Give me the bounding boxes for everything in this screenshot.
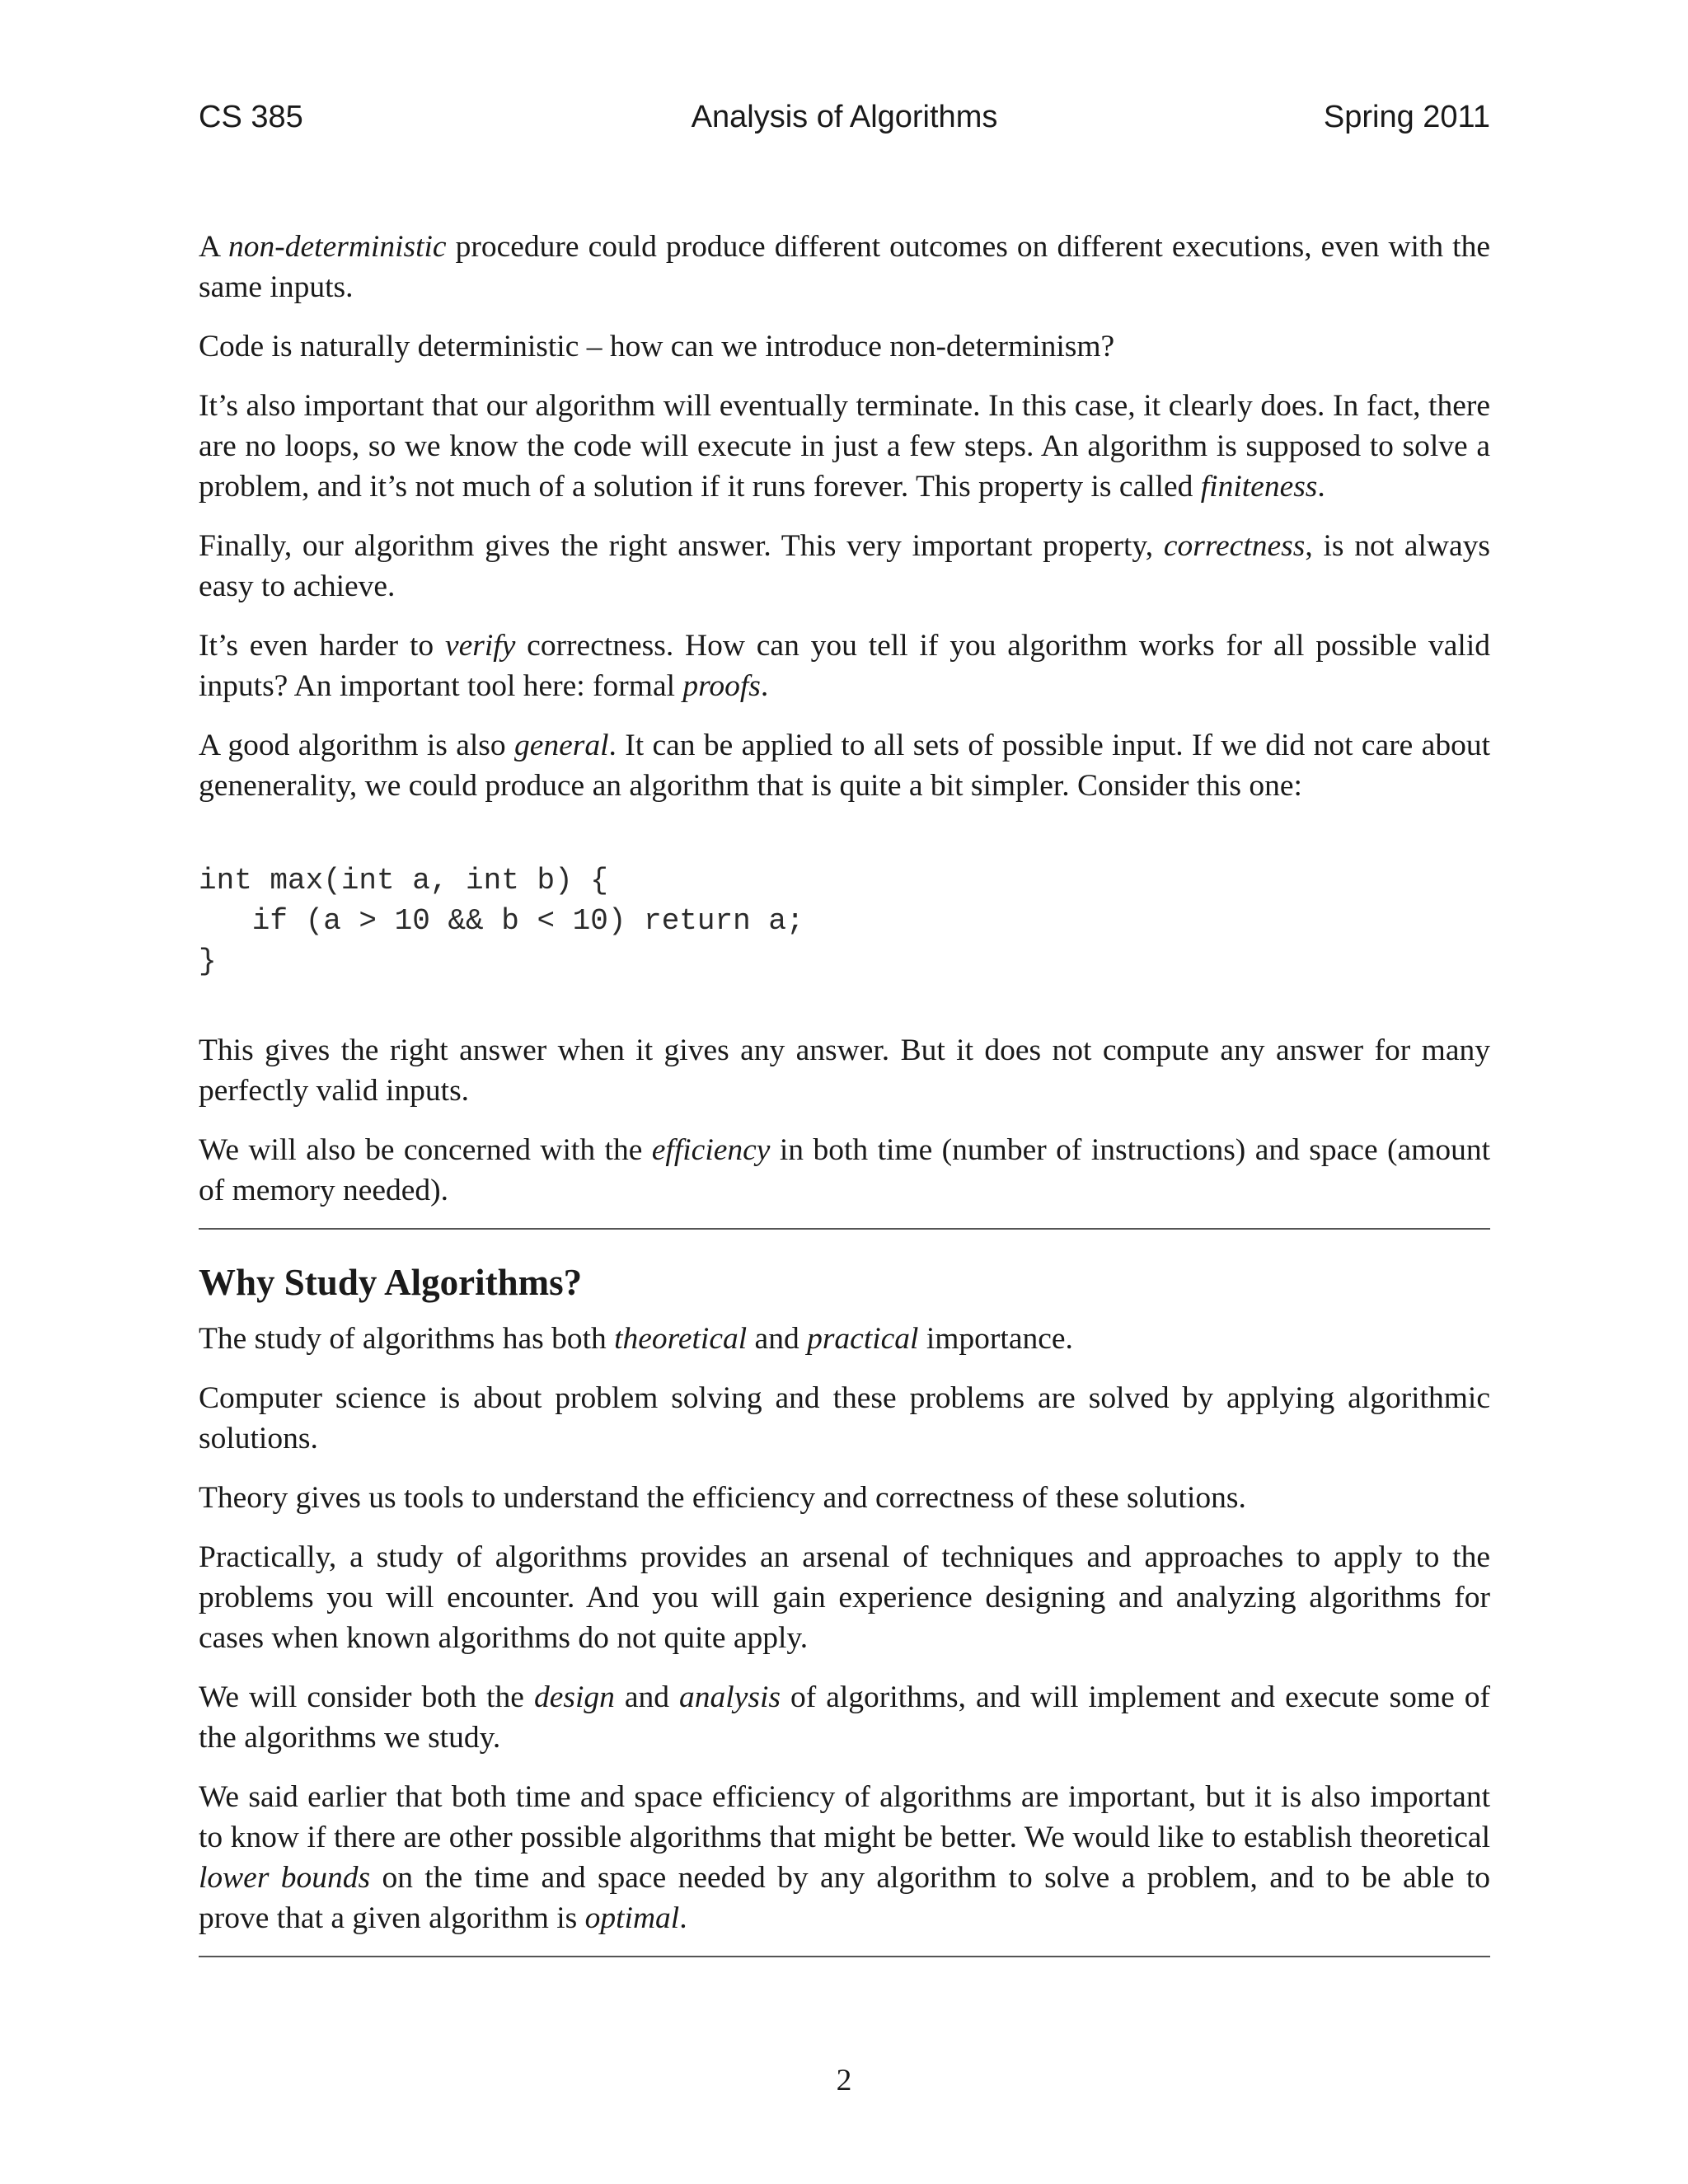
header-course: CS 385	[199, 100, 303, 134]
horizontal-divider	[199, 1956, 1490, 1957]
paragraph-right-answer: This gives the right answer when it gives any answer. But it does not compute any answer for many perfectly valid inputs.	[199, 1033, 1490, 1108]
paragraph-general	[199, 725, 1490, 806]
emphasis-term: efficiency	[651, 1133, 771, 1167]
emphasis-term: lower bounds	[199, 1861, 371, 1895]
emphasis-term: general	[513, 729, 609, 762]
text-run: , is not always easy to achieve.	[199, 529, 1490, 603]
section-title: Why Study Algorithms?	[199, 1262, 583, 1303]
code-block: int max(int a, int b) { if (a > 10 && b < 10) return a; }	[199, 864, 804, 978]
header-title: Analysis of Algorithms	[691, 100, 998, 134]
page-content	[199, 227, 1490, 1957]
text-run: .	[1317, 470, 1325, 504]
paragraph-problem-solving: Computer science is about problem solving and these problems are solved by applying algorithmic solutions.	[199, 1381, 1490, 1455]
emphasis-term: practical	[807, 1322, 919, 1356]
text-run: correctness. How can you tell if you algorithm works for all possible valid inputs? An important tool here: formal	[199, 629, 1491, 703]
text-run: and	[614, 1680, 680, 1714]
paragraph-design-analysis	[199, 1677, 1490, 1758]
emphasis-term: optimal	[584, 1901, 680, 1935]
text-run: It’s even harder to	[199, 629, 445, 663]
paragraph-practically: Practically, a study of algorithms provides an arsenal of techniques and approaches to apply to the problems you will encounter. And you will gain experience designing and analyzing algorithms for cases when known algorithms do not quite apply.	[199, 1540, 1490, 1655]
text-run: in both time (number of instructions) and space (amount of memory needed).	[199, 1133, 1490, 1207]
text-run: We will also be concerned with the	[199, 1133, 652, 1167]
paragraph-finiteness	[199, 386, 1490, 507]
page-number: 2	[836, 2064, 852, 2097]
emphasis-term: theoretical	[614, 1322, 748, 1356]
paragraph-efficiency	[199, 1130, 1490, 1211]
text-run: .	[679, 1901, 687, 1935]
text-run: The study of algorithms has both	[199, 1322, 615, 1356]
emphasis-term: correctness	[1163, 529, 1306, 563]
text-run: We will consider both the	[199, 1680, 534, 1714]
paragraph-theory-tools: Theory gives us tools to understand the efficiency and correctness of these solutions.	[199, 1481, 1246, 1515]
text-run: procedure could produce different outcomes on different executions, even with the same inputs.	[199, 230, 1490, 304]
emphasis-term: verify	[444, 629, 516, 663]
paragraph-lower-bounds	[199, 1777, 1490, 1938]
paragraph-deterministic-code: Code is naturally deterministic – how can we introduce non-determinism?	[199, 330, 1115, 363]
text-run: Finally, our algorithm gives the right answer. This very important property,	[199, 529, 1164, 563]
text-run: of algorithms, and will implement and execute some of the algorithms we study.	[199, 1680, 1490, 1755]
paragraph-correctness	[199, 526, 1490, 607]
emphasis-term: finiteness	[1200, 470, 1318, 504]
emphasis-term: proofs	[682, 669, 761, 703]
emphasis-term: non-deterministic	[228, 230, 447, 264]
header-term: Spring 2011	[1323, 100, 1490, 134]
text-run: importance.	[918, 1322, 1073, 1356]
text-run: and	[747, 1322, 808, 1356]
paragraph-verify	[199, 626, 1490, 706]
paragraph-theoretical-practical	[199, 1319, 1490, 1359]
emphasis-term: analysis	[679, 1680, 781, 1714]
text-run: A good algorithm is also	[199, 729, 514, 762]
text-run: . It can be applied to all sets of possible input. If we did not care about genenerality, we could produce an algorithm that is quite a bit simpler. Consider this one:	[199, 729, 1490, 803]
paragraph-nondeterministic	[199, 227, 1490, 307]
text-run: .	[760, 669, 769, 703]
emphasis-term: design	[533, 1680, 615, 1714]
text-run: It’s also important that our algorithm will eventually terminate. In this case, it clearly does. In fact, there are no loops, so we know the code will execute in just a few steps. An algorithm is supposed to solve a problem, and it’s not much of a solution if it runs forever. This property is called	[199, 389, 1490, 504]
horizontal-divider	[199, 1228, 1490, 1230]
page-header	[199, 92, 1490, 142]
text-run: A	[199, 230, 229, 264]
text-run: We said earlier that both time and space efficiency of algorithms are important, but it is also important to know if there are other possible algorithms that might be better. We would like to establish theoretical	[199, 1780, 1490, 1854]
text-run: on the time and space needed by any algorithm to solve a problem, and to be able to prove that a given algorithm is	[199, 1861, 1490, 1935]
